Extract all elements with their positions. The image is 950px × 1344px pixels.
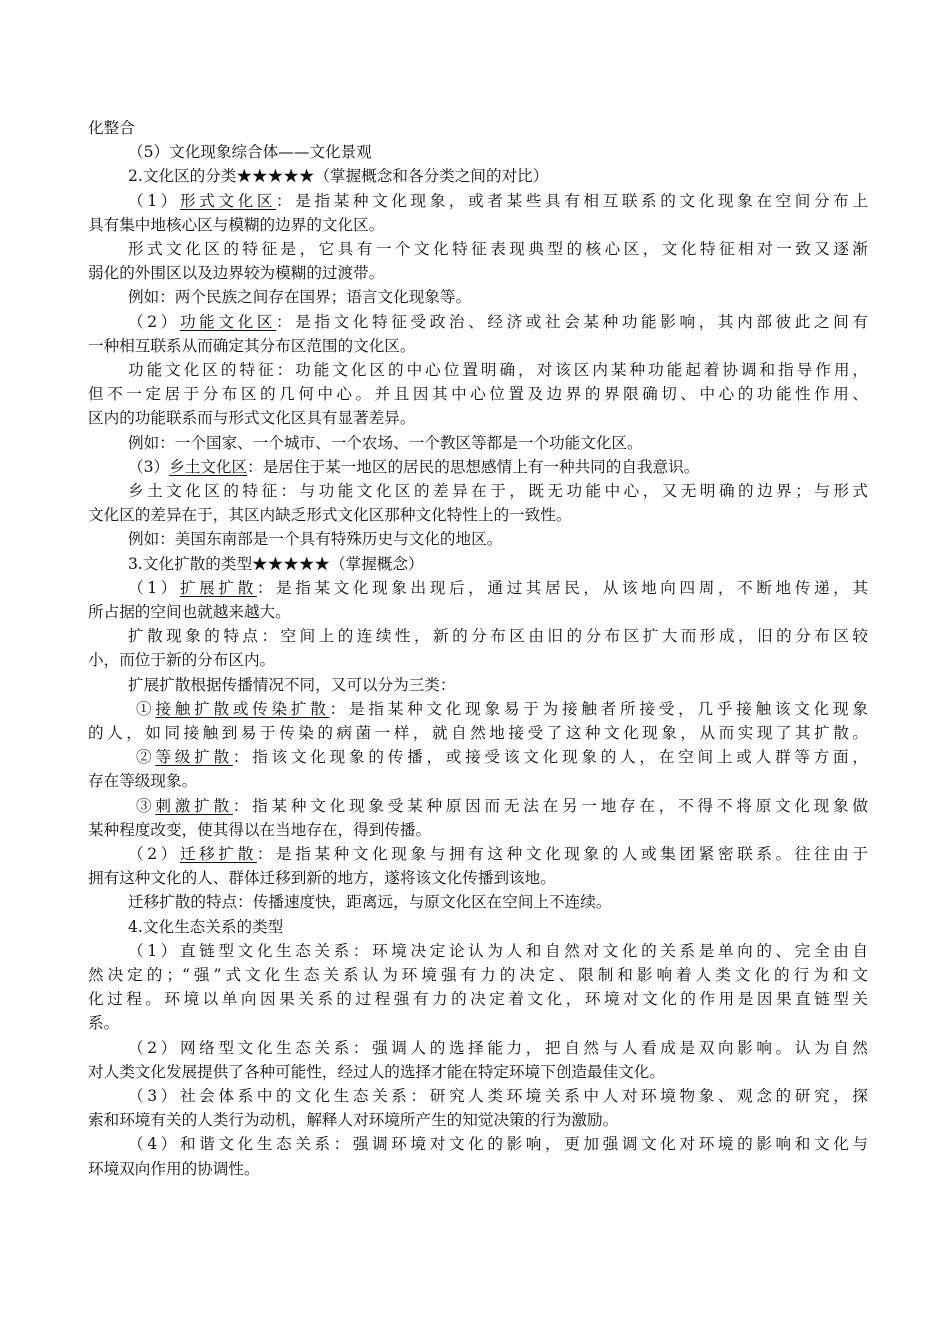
text-line: [88, 552, 868, 576]
text-line: [88, 479, 868, 503]
text-segment: 迁移扩散的特点：传播速度快，距离远，与原文化区在空间上不连续。: [128, 893, 612, 912]
text-line: [88, 818, 868, 842]
text-segment: ③: [136, 796, 156, 815]
text-segment: 某种程度改变，使其得以在当地存在，得到传播。: [88, 820, 432, 839]
text-segment: （2）: [128, 312, 180, 331]
text-line: [88, 1108, 868, 1132]
text-line: [88, 987, 868, 1011]
text-line: [88, 237, 868, 261]
underlined-term: 刺激扩散: [155, 796, 233, 815]
text-segment: （1）: [128, 191, 180, 210]
underlined-term: 接触扩散或传染扩散: [155, 699, 330, 718]
text-segment: （5）文化现象综合体——文化景观: [128, 143, 372, 162]
text-line: [88, 697, 868, 721]
text-line: [88, 1157, 868, 1181]
text-line: [88, 769, 868, 793]
text-segment: 区内的功能联系而与形式文化区具有显著差异。: [88, 409, 416, 428]
text-line: [88, 576, 868, 600]
text-segment: 例如：一个国家、一个城市、一个农场、一个教区等都是一个功能文化区。: [128, 433, 643, 452]
text-line: [88, 939, 868, 963]
text-line: [88, 745, 868, 769]
text-line: [88, 310, 868, 334]
text-segment: 环境双向作用的协调性。: [88, 1159, 260, 1178]
text-line: [88, 890, 868, 914]
text-segment: 例如：两个民族之间存在国界；语言文化现象等。: [128, 288, 472, 307]
text-line: [88, 673, 868, 697]
text-segment: 化整合: [88, 119, 135, 137]
text-segment: 然决定的；“强”式文化生态关系认为环境强有力的决定、限制和影响着人类文化的行为和文: [88, 966, 868, 984]
text-segment: 3.文化扩散的类型★★★★★（掌握概念）: [128, 554, 424, 573]
text-segment: （4）和谐文化生态关系：强调环境对文化的影响，更加强调文化对环境的影响和文化与: [128, 1135, 868, 1154]
text-segment: 拥有这种文化的人、群体迁移到新的地方，遂将该文化传播到该地。: [88, 869, 556, 888]
text-segment: 但不一定居于分布区的几何中心。并且因其中心位置及边界的界限确切、中心的功能性作用、: [88, 385, 868, 404]
text-segment: 例如：美国东南部是一个具有特殊历史与文化的地区。: [128, 530, 503, 549]
text-segment: 一种相互联系从而确定其分布区范围的文化区。: [88, 336, 416, 355]
text-segment: 对人类文化发展提供了各种可能性，经过人的选择才能在特定环境下创造最佳文化。: [88, 1062, 665, 1081]
text-segment: 4.文化生态关系的类型: [128, 917, 284, 936]
text-segment: 的人，如同接触到易于传染的病菌一样，就自然地接受了这种文化现象，从而实现了其扩散。: [88, 724, 868, 742]
text-line: [88, 648, 868, 672]
text-segment: 所占据的空间也就越来越大。: [88, 603, 291, 621]
text-segment: 弱化的外围区以及边界较为模糊的过渡带。: [88, 264, 385, 283]
text-segment: 存在等级现象。: [88, 772, 198, 791]
text-segment: 2.文化区的分类★★★★★（掌握概念和各分类之间的对比）: [128, 167, 549, 186]
text-segment: ：指该文化现象的传播，或接受该文化现象的人，在空间上或人群等方面，: [232, 748, 868, 767]
text-line: [88, 527, 868, 551]
text-line: [88, 1011, 868, 1035]
underlined-term: 形式文化区: [179, 191, 277, 210]
text-segment: ：是指某文化现象出现后，通过其居民，从该地向四周，不断地传递，其: [256, 578, 868, 597]
text-line: [88, 455, 868, 479]
text-line: [88, 213, 868, 237]
text-segment: 化过程。环境以单向因果关系的过程强有力的决定着文化，环境对文化的作用是因果直链型关: [88, 990, 868, 1009]
text-line: [88, 431, 868, 455]
underlined-term: 迁移扩散: [179, 845, 257, 863]
text-segment: 具有集中地核心区与模糊的边界的文化区。: [88, 215, 385, 234]
text-segment: 乡土文化区的特征：与功能文化区的差异在于，既无功能中心，又无明确的边界；与形式: [128, 482, 868, 500]
text-line: [88, 915, 868, 939]
text-segment: 功能文化区的特征：功能文化区的中心位置明确，对该区内某种功能起着协调和指导作用，: [128, 361, 868, 379]
text-segment: 扩散现象的特点：空间上的连续性，新的分布区由旧的分布区扩大而形成，旧的分布区较: [128, 627, 868, 646]
text-segment: 索和环境有关的人类行为动机，解释人对环境所产生的知觉决策的行为激励。: [88, 1111, 619, 1130]
text-line: [88, 164, 868, 188]
text-line: [88, 285, 868, 309]
text-segment: ：是指某种文化现象与拥有这种文化现象的人或集团紧密联系。往往由于: [256, 845, 868, 863]
text-segment: （2）: [128, 845, 180, 863]
text-segment: （3）: [128, 457, 170, 476]
text-segment: ②: [136, 748, 156, 767]
underlined-term: 等级扩散: [155, 748, 233, 767]
text-segment: 形式文化区的特征是，它具有一个文化特征表现典型的核心区，文化特征相对一致又逐渐: [128, 240, 868, 258]
text-segment: 文化区的差异在于，其区内缺乏形式文化区那种文化特性上的一致性。: [88, 506, 572, 525]
text-segment: ：是指某种文化现象易于为接触者所接受，几乎接触该文化现象: [329, 699, 868, 718]
text-line: [88, 261, 868, 285]
text-line: [88, 624, 868, 648]
text-line: [88, 1084, 868, 1108]
text-line: [88, 600, 868, 624]
text-line: [88, 721, 868, 745]
text-line: [88, 794, 868, 818]
text-line: [88, 1060, 868, 1084]
text-segment: （2）网络型文化生态关系：强调人的选择能力，把自然与人看成是双向影响。认为自然: [128, 1038, 868, 1057]
text-segment: ：是指文化特征受政治、经济或社会某种功能影响，其内部彼此之间有: [276, 312, 868, 331]
text-line: [88, 382, 868, 406]
text-line: [88, 406, 868, 430]
text-line: [88, 866, 868, 890]
text-segment: 扩展扩散根据传播情况不同，又可以分为三类：: [128, 675, 456, 694]
text-segment: ①: [136, 699, 156, 718]
text-segment: 小，而位于新的分布区内。: [88, 651, 276, 670]
text-line: [88, 358, 868, 382]
underlined-term: 功能文化区: [179, 312, 277, 331]
text-segment: ：是居住于某一地区的居民的思想感情上有一种共同的自我意识。: [247, 457, 700, 476]
text-line: [88, 189, 868, 213]
text-line: [88, 963, 868, 987]
text-segment: 系。: [88, 1014, 120, 1033]
underlined-term: 扩展扩散: [179, 578, 257, 597]
text-segment: ：是指某种文化现象，或者某些具有相互联系的文化现象在空间分布上: [276, 191, 868, 210]
text-line: [88, 140, 868, 164]
text-line: [88, 116, 868, 140]
text-line: [88, 1036, 868, 1060]
text-line: [88, 503, 868, 527]
text-segment: （3）社会体系中的文化生态关系：研究人类环境关系中人对环境物象、观念的研究，探: [128, 1087, 868, 1105]
text-segment: （1）直链型文化生态关系：环境决定论认为人和自然对文化的关系是单向的、完全由自: [128, 941, 868, 960]
text-segment: （1）: [128, 578, 180, 597]
text-line: [88, 842, 868, 866]
text-line: [88, 1132, 868, 1156]
text-segment: ：指某种文化现象受某种原因而无法在另一地存在，不得不将原文化现象做: [232, 796, 868, 815]
text-line: [88, 334, 868, 358]
underlined-term: 乡土文化区: [169, 457, 248, 476]
